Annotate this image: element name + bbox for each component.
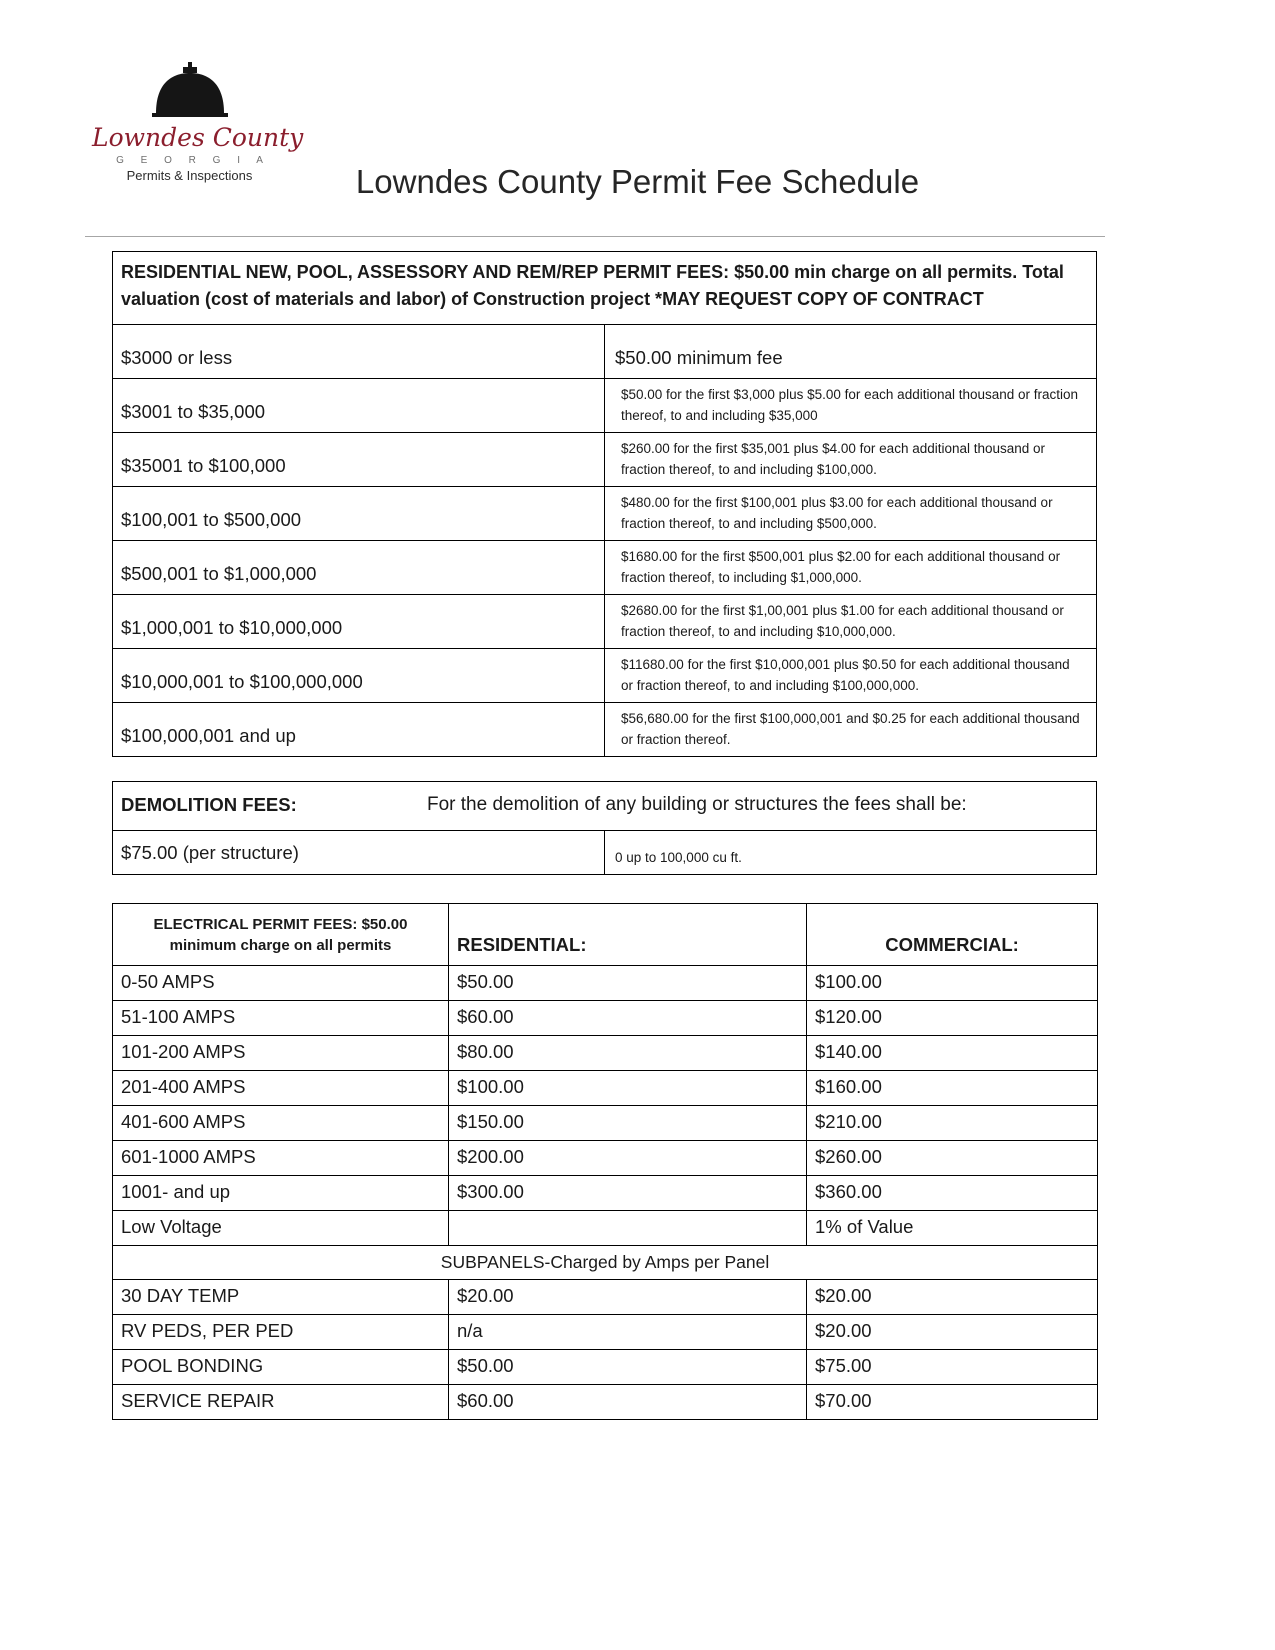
residential-fee-cell: $50.00: [449, 1350, 807, 1385]
fee-range-cell: $10,000,001 to $100,000,000: [113, 649, 605, 703]
commercial-fee-cell: $70.00: [807, 1385, 1098, 1420]
residential-fee-cell: n/a: [449, 1315, 807, 1350]
table-row: [113, 1036, 1098, 1071]
table-row: [113, 966, 1098, 1001]
commercial-fee-cell: $260.00: [807, 1141, 1098, 1176]
table-row: [113, 831, 1097, 875]
residential-fees-table: [112, 251, 1097, 757]
commercial-fee-cell: $360.00: [807, 1176, 1098, 1211]
fee-range-cell: $3001 to $35,000: [113, 379, 605, 433]
amp-range-cell: 601-1000 AMPS: [113, 1141, 449, 1176]
demolition-header-description: For the demolition of any building or structures the fees shall be:: [427, 794, 967, 815]
commercial-fee-cell: $120.00: [807, 1001, 1098, 1036]
residential-fee-cell: $200.00: [449, 1141, 807, 1176]
table-row: [113, 1385, 1098, 1420]
table-row: [113, 1071, 1098, 1106]
fee-description-cell: $480.00 for the first $100,001 plus $3.00 for each additional thousand or fraction thereof, to and including $500,000.: [605, 487, 1097, 541]
residential-fee-cell: $100.00: [449, 1071, 807, 1106]
table-row: [113, 541, 1097, 595]
amp-range-cell: 201-400 AMPS: [113, 1071, 449, 1106]
amp-range-cell: 0-50 AMPS: [113, 966, 449, 1001]
demolition-fee-cell: $75.00 (per structure): [113, 831, 605, 875]
amp-range-cell: 51-100 AMPS: [113, 1001, 449, 1036]
amp-range-cell: 1001- and up: [113, 1176, 449, 1211]
residential-fee-cell: $150.00: [449, 1106, 807, 1141]
table-row: [113, 325, 1097, 379]
title-divider: [85, 236, 1105, 237]
table-row: [113, 1176, 1098, 1211]
fee-range-cell: $100,000,001 and up: [113, 703, 605, 757]
amp-range-cell: RV PEDS, PER PED: [113, 1315, 449, 1350]
amp-range-cell: 401-600 AMPS: [113, 1106, 449, 1141]
amp-range-cell: 101-200 AMPS: [113, 1036, 449, 1071]
table-row: [113, 703, 1097, 757]
logo-county-name: Lowndes County: [92, 123, 304, 152]
fee-description-cell: $11680.00 for the first $10,000,001 plus $0.50 for each additional thousand or fraction thereof, to and including $100,000,000.: [605, 649, 1097, 703]
residential-fee-cell: $80.00: [449, 1036, 807, 1071]
fee-range-cell: $500,001 to $1,000,000: [113, 541, 605, 595]
table-row: [113, 595, 1097, 649]
table-row: [113, 1350, 1098, 1385]
electrical-header-line1: ELECTRICAL PERMIT FEES: $50.00: [153, 915, 408, 933]
commercial-fee-cell: $210.00: [807, 1106, 1098, 1141]
fee-description-cell: $50.00 for the first $3,000 plus $5.00 for each additional thousand or fraction thereof, to and including $35,000: [605, 379, 1097, 433]
content-area: [112, 251, 1097, 1420]
fee-description-cell: $2680.00 for the first $1,00,001 plus $1.00 for each additional thousand or fraction thereof, to and including $10,000,000.: [605, 595, 1097, 649]
table-row: [113, 1141, 1098, 1176]
table-row: [113, 1001, 1098, 1036]
demolition-fees-table: [112, 781, 1097, 875]
table-row: [113, 649, 1097, 703]
subpanels-note-row: [113, 1246, 1098, 1280]
commercial-fee-cell: $20.00: [807, 1280, 1098, 1315]
residential-table-header: RESIDENTIAL NEW, POOL, ASSESSORY AND REM/REP PERMIT FEES: $50.00 min charge on all permits. Total valuation (cost of materials and labor) of Construction project *MAY REQUEST COPY OF CONTRACT: [113, 252, 1097, 325]
electrical-fees-table: [112, 903, 1098, 1420]
logo-state-name: G E O R G I A: [116, 154, 270, 166]
table-row: [113, 1315, 1098, 1350]
residential-fee-cell: [449, 1211, 807, 1246]
table-header-row: [113, 904, 1098, 966]
fee-range-cell: $1,000,001 to $10,000,000: [113, 595, 605, 649]
table-row: [113, 379, 1097, 433]
commercial-fee-cell: 1% of Value: [807, 1211, 1098, 1246]
table-row: [113, 487, 1097, 541]
fee-description-cell: $1680.00 for the first $500,001 plus $2.00 for each additional thousand or fraction thereof, to including $1,000,000.: [605, 541, 1097, 595]
residential-column-header: RESIDENTIAL:: [449, 904, 807, 966]
table-row: [113, 1211, 1098, 1246]
commercial-fee-cell: $140.00: [807, 1036, 1098, 1071]
residential-fee-cell: $60.00: [449, 1385, 807, 1420]
fee-description-cell: $56,680.00 for the first $100,000,001 and $0.25 for each additional thousand or fraction thereof.: [605, 703, 1097, 757]
fee-range-cell: $3000 or less: [113, 325, 605, 379]
amp-range-cell: 30 DAY TEMP: [113, 1280, 449, 1315]
fee-description-cell: $260.00 for the first $35,001 plus $4.00 for each additional thousand or fraction thereof, to and including $100,000.: [605, 433, 1097, 487]
residential-fee-cell: $300.00: [449, 1176, 807, 1211]
fee-description-cell: $50.00 minimum fee: [605, 325, 1097, 379]
residential-fee-cell: $50.00: [449, 966, 807, 1001]
residential-fee-cell: $20.00: [449, 1280, 807, 1315]
fee-range-cell: $100,001 to $500,000: [113, 487, 605, 541]
commercial-fee-cell: $75.00: [807, 1350, 1098, 1385]
electrical-table-header: [113, 904, 449, 966]
fee-range-cell: $35001 to $100,000: [113, 433, 605, 487]
amp-range-cell: SERVICE REPAIR: [113, 1385, 449, 1420]
demolition-table-header: [113, 782, 1097, 831]
amp-range-cell: POOL BONDING: [113, 1350, 449, 1385]
capitol-dome-icon: [148, 62, 232, 122]
table-header-row: [113, 252, 1097, 325]
commercial-column-header: COMMERCIAL:: [807, 904, 1098, 966]
commercial-fee-cell: $20.00: [807, 1315, 1098, 1350]
demolition-detail-cell: 0 up to 100,000 cu ft.: [605, 831, 1097, 875]
demolition-header-label: DEMOLITION FEES:: [121, 794, 297, 815]
subpanels-note: SUBPANELS-Charged by Amps per Panel: [113, 1246, 1098, 1280]
table-row: [113, 1280, 1098, 1315]
residential-fee-cell: $60.00: [449, 1001, 807, 1036]
electrical-header-line2: minimum charge on all permits: [169, 936, 392, 954]
amp-range-cell: Low Voltage: [113, 1211, 449, 1246]
commercial-fee-cell: $100.00: [807, 966, 1098, 1001]
table-row: [113, 1106, 1098, 1141]
commercial-fee-cell: $160.00: [807, 1071, 1098, 1106]
table-header-row: [113, 782, 1097, 831]
page-title: Lowndes County Permit Fee Schedule: [355, 163, 920, 200]
logo-department-name: Permits & Inspections: [126, 167, 253, 183]
table-row: [113, 433, 1097, 487]
